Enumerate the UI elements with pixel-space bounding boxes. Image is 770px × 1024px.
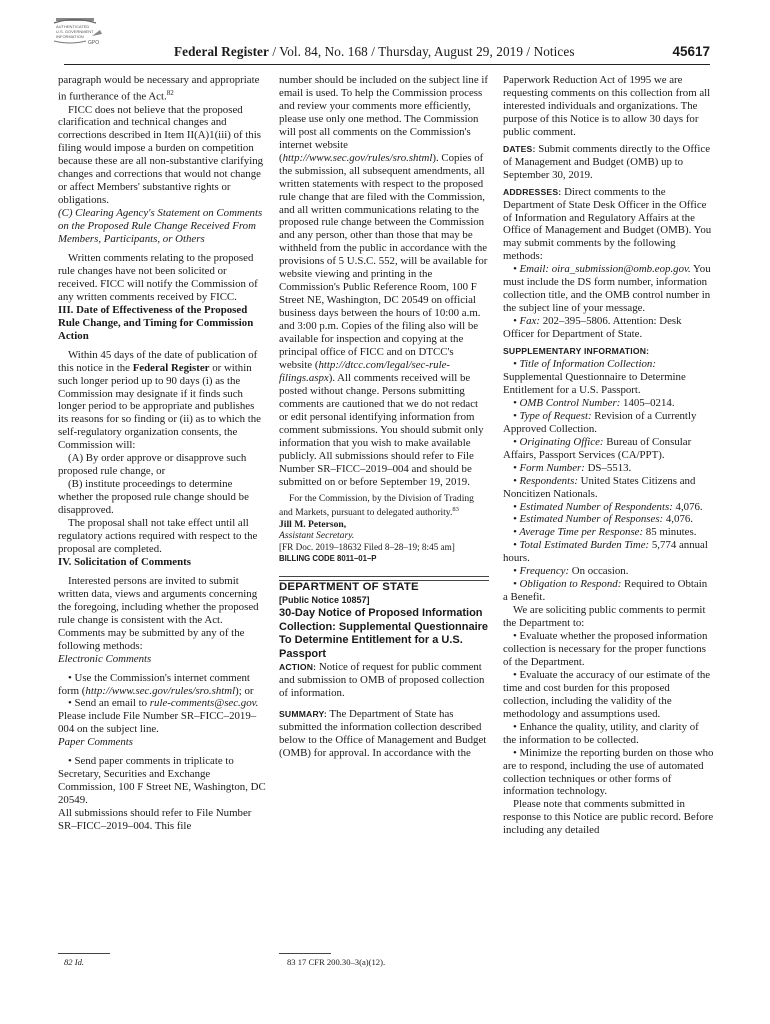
list-item: • Minimize the reporting burden on those who are to respond, including the use of automated collection techniques or other forms of information technology. [503,746,714,798]
list-item: • Originating Office: Bureau of Consular Affairs, Passport Services (CA/PPT). [503,435,692,461]
svg-text:GPO: GPO [88,40,100,46]
list-item: • Evaluate whether the proposed information collection is necessary for the proper functions of the Department. [503,630,708,668]
list-item: • Enhance the quality, utility, and clarity of the information to be collected. [503,720,699,746]
fr-doc-number: [FR Doc. 2019–18632 Filed 8–28–19; 8:45 am] [279,542,455,553]
list-item: • Evaluate the accuracy of our estimate of the time and cost burden for this proposed collection, including the validity of the methodology and assumptions used. [503,668,711,720]
list-item: • OMB Control Number: 1405–0214. [513,396,675,409]
list-item: • Send an email to rule-comments@sec.gov. Please include File Number SR–FICC–2019–004 on the subject line. [58,697,259,736]
paragraph: The proposal shall not take effect until all regulatory actions required with respect to the proposal are completed. [58,517,258,555]
footnote-rule [58,953,110,954]
header-rule [64,64,710,65]
issue-info: / Vol. 84, No. 168 / Thursday, August 29, 2019 / Notices [268,44,575,59]
list-item: • Send paper comments in triplicate to Secretary, Securities and Exchange Commission, 100 F Street NE, Washington, DC 20549. [58,755,266,807]
section-heading: IV. Solicitation of Comments [58,555,191,568]
list-item: • Email: oira_submission@omb.eop.gov. You must include the DS form number, information collection title, and the OMB control number in the subject line of your message. [503,263,711,315]
footnote: 82 Id. [64,957,85,967]
paragraph: Within 45 days of the date of publication of this notice in the Federal Register or within such longer period up to 90 days (i) as the Commission may designate if it finds such longer period to be appropriate and publishes its reasons for so finding or (ii) as to which the self-regulatory organization consents, the Commission will: [58,348,261,452]
list-item: • Obligation to Respond: Required to Obtain a Benefit. [503,578,708,604]
comment-form-link[interactable]: http://www.sec.gov/rules/sro.shtml [85,684,236,697]
list-item: • Average Time per Response: 85 minutes. [513,526,697,539]
list-item: • Frequency: On occasion. [513,565,629,578]
paragraph: We are soliciting public comments to permit the Department to: [503,604,706,630]
page-header [64,44,710,62]
svg-text:U.S. GOVERNMENT: U.S. GOVERNMENT [56,29,94,34]
divider [279,576,489,577]
list-item: • Form Number: DS–5513. [513,461,632,474]
section-heading: Electronic Comments [58,652,152,665]
footnote-rule [279,953,331,954]
paragraph: number should be included on the subject line if email is used. To help the Commission process and review your comments more efficiently, please use only one method. The Commission will post all comments on the Commission's internet website (http://www.sec.gov/rules/sro.shtml). Copies of the submission, all subsequent amendments, all written statements with respect to the proposed rule change that are filed with the Commission, and all written communications relating to the proposed rule change between the Commission and any person, other than those that may be withheld from the public in accordance with the provisions of 5 U.S.C. 552, will be available for website viewing and printing in the Commission's Public Reference Room, 100 F Street NE, Washington, DC 20549 on official business days between the hours of 10:00 a.m. and 3:00 p.m. Copies of the filing also will be available for inspection and copying at the principal office of FICC and on DTCC's website (http://dtcc.com/legal/sec-rule-filings.aspx). All comments received will be posted without change. Persons submitting comments are cautioned that we do not redact or edit personal identifying information from comment submissions. You should submit only information that you wish to make available publicly. All submissions should refer to File Number SR–FICC–2019–004 and should be submitted on or before September 19, 2019. [279,74,488,488]
action-paragraph: ACTION: Notice of request for public comment and submission to OMB of proposed collection of information. [279,660,485,699]
paragraph: paragraph would be necessary and appropriate in furtherance of the Act.$^{82}$ [58,74,260,103]
document-title: 30-Day Notice of Proposed Information Collection: Supplemental Questionnaire To Determine Entitlement for a U.S. Passport [279,607,489,660]
dates-paragraph: DATES: Submit comments directly to the Office of Management and Budget (OMB) up to September 30, 2019. [503,142,711,181]
list-item: • Type of Request: Revision of a Currently Approved Collection. [503,409,697,435]
section-heading: Paper Comments [58,736,133,749]
column-2 [279,74,489,760]
list-item: • Title of Information Collection: Supplemental Questionnaire to Determine Entitlement for a U.S. Passport. [503,358,686,396]
list-item: • Use the Commission's internet comment form (http://www.sec.gov/rules/sro.shtml); or [58,671,254,697]
paragraph: FICC does not believe that the proposed clarification and technical changes and corrections described in Item II(A)1(iii) of this filing would impose a burden on competition because these are all non-substantive clarifying changes and corrections that would not change or affect Members' substantive rights or obligations. [58,103,264,207]
list-item: • Respondents: United States Citizens and Noncitizen Nationals. [503,474,696,500]
agency-heading: DEPARTMENT OF STATE [279,581,419,594]
sec-website-link[interactable]: http://www.sec.gov/rules/sro.shtml [282,151,433,164]
section-label: SUPPLEMENTARY INFORMATION: [503,346,650,357]
gpo-authenticated-logo [50,14,110,46]
page-number: 45617 [672,44,710,59]
column-1 [58,74,266,833]
header-citation [174,44,575,60]
billing-code: BILLING CODE 8011–01–P [279,554,377,564]
oira-email-link[interactable]: • Email: oira_submission@omb.eop.gov. [513,263,691,276]
email-link[interactable]: rule-comments@sec.gov. [149,697,259,710]
footnote: 83 17 CFR 200.30–3(a)(12). [287,957,386,967]
addresses-paragraph: ADDRESSES: Direct comments to the Department of State Desk Officer in the Office of Information and Regulatory Affairs at the Office of Management and Budget (OMB). You may submit comments by the following methods: [503,185,712,263]
paragraph: Paperwork Reduction Act of 1995 we are requesting comments on this collection from all interested individuals and organizations. The purpose of this Notice is to allow 30 days for public comment. [503,74,711,138]
signer-name: Jill M. Peterson, [279,518,347,530]
list-item: • Estimated Number of Responses: 4,076. [513,513,693,526]
list-item: • Estimated Number of Respondents: 4,076. [513,500,703,513]
svg-text:AUTHENTICATED: AUTHENTICATED [56,24,90,29]
paragraph: (B) institute proceedings to determine whether the proposed rule change should be disapproved. [58,478,249,517]
paragraph: (A) By order approve or disapprove such proposed rule change, or [58,452,247,478]
list-item: • Total Estimated Burden Time: 5,774 annual hours. [503,539,708,565]
column-3 [503,74,714,837]
summary-paragraph: SUMMARY: The Department of State has submitted the information collection described below to the Office of Management and Budget (OMB) for approval. In accordance with the [279,707,487,759]
paragraph: All submissions should refer to File Number SR–FICC–2019–004. This file [58,807,252,833]
publication-name: Federal Register [174,44,269,59]
paragraph: Interested persons are invited to submit written data, views and arguments concerning the foregoing, including whether the proposed rule change is consistent with the Act. Comments may be submitted by any of the following methods: [58,574,259,652]
list-item: • Fax: 202–395–5806. Attention: Desk Officer for Department of State. [503,315,682,341]
paragraph: For the Commission, by the Division of Trading and Markets, pursuant to delegated authority.$^{83}$ [279,492,474,519]
notice-number: [Public Notice 10857] [279,595,370,606]
section-heading: III. Date of Effectiveness of the Proposed Rule Change, and Timing for Commission Action [58,303,254,342]
signer-title: Assistant Secretary. [279,530,355,542]
dtcc-website-link[interactable]: http://dtcc.com/legal/sec-rule-filings.aspx [279,358,451,384]
svg-text:INFORMATION: INFORMATION [56,34,84,39]
section-heading: (C) Clearing Agency's Statement on Comments on the Proposed Rule Change Received From Members, Participants, or Others [58,207,263,246]
paragraph: Please note that comments submitted in response to this Notice are public record. Before including any detailed [503,798,714,837]
paragraph: Written comments relating to the proposed rule changes have not been solicited or received. FICC will notify the Commission of any written comments received by FICC. [58,252,258,303]
